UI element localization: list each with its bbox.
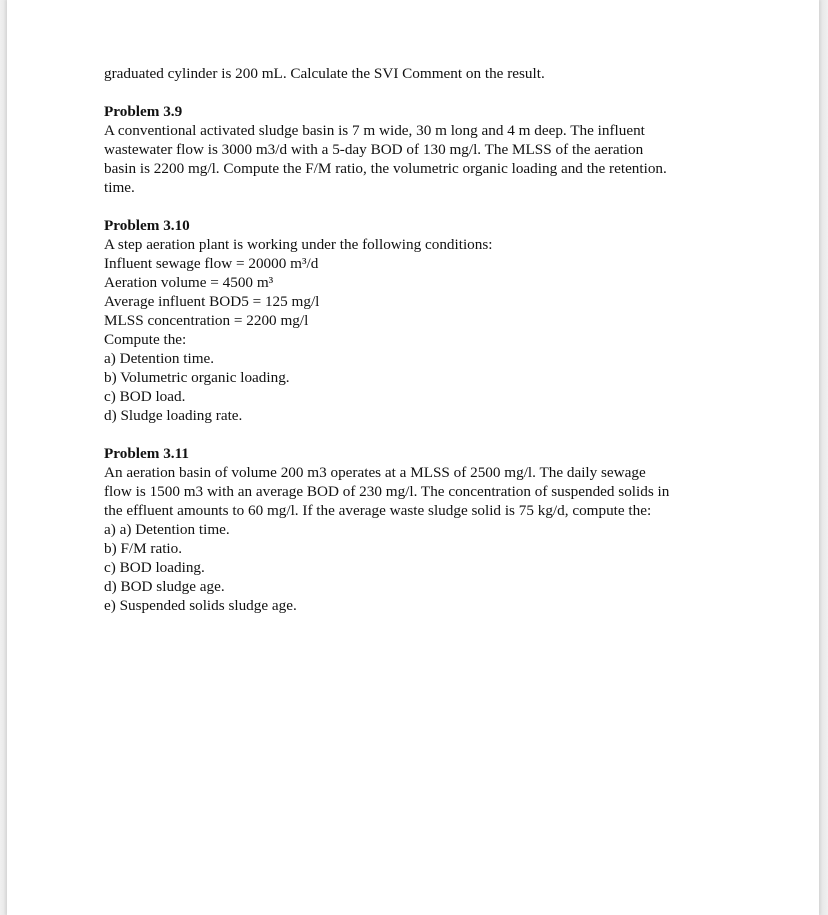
document-content [104, 64, 744, 615]
problem-text-line: wastewater flow is 3000 m3/d with a 5-day BOD of 130 mg/l. The MLSS of the aeration [104, 141, 644, 158]
list-item: c) BOD loading. [104, 559, 205, 576]
problem-text-line: flow is 1500 m3 with an average BOD of 230 mg/l. The concentration of suspended solids in [104, 483, 670, 500]
problem-heading: Problem 3.10 [104, 217, 190, 234]
problem-text-line: time. [104, 179, 135, 196]
problem-text-line: An aeration basin of volume 200 m3 operates at a MLSS of 2500 mg/l. The daily sewage [104, 464, 646, 481]
problem-text-line: A step aeration plant is working under the following conditions: [104, 236, 493, 253]
list-item: d) Sludge loading rate. [104, 407, 243, 424]
page-left-edge [0, 0, 7, 915]
problem-text-line: A conventional activated sludge basin is 7 m wide, 30 m long and 4 m deep. The influent [104, 122, 645, 139]
problem-text-line: basin is 2200 mg/l. Compute the F/M ratio, the volumetric organic loading and the retention. [104, 160, 667, 177]
problem-text-line: the effluent amounts to 60 mg/l. If the average waste sludge solid is 75 kg/d, compute the: [104, 502, 652, 519]
problem-text-line: Average influent BOD5 = 125 mg/l [104, 293, 320, 310]
problem-3-11 [104, 444, 744, 615]
problem-text-line: Aeration volume = 4500 m³ [104, 274, 274, 291]
problem-heading: Problem 3.9 [104, 103, 183, 120]
problem-text-line: Influent sewage flow = 20000 m³/d [104, 255, 319, 272]
list-item: c) BOD load. [104, 388, 186, 405]
list-item: e) Suspended solids sludge age. [104, 597, 297, 614]
list-item: b) Volumetric organic loading. [104, 369, 290, 386]
list-item: a) a) Detention time. [104, 521, 230, 538]
problem-sublist [104, 520, 744, 615]
problem-text-line: MLSS concentration = 2200 mg/l [104, 312, 309, 329]
problem-3-10 [104, 216, 744, 425]
page-right-edge [819, 0, 828, 915]
list-item: d) BOD sludge age. [104, 578, 225, 595]
problem-3-9 [104, 102, 744, 197]
list-item: b) F/M ratio. [104, 540, 183, 557]
list-item: a) Detention time. [104, 350, 215, 367]
problem-heading: Problem 3.11 [104, 445, 189, 462]
problem-sublist [104, 349, 744, 425]
intro-line: graduated cylinder is 200 mL. Calculate the SVI Comment on the result. [104, 65, 545, 82]
problem-text-line: Compute the: [104, 331, 187, 348]
